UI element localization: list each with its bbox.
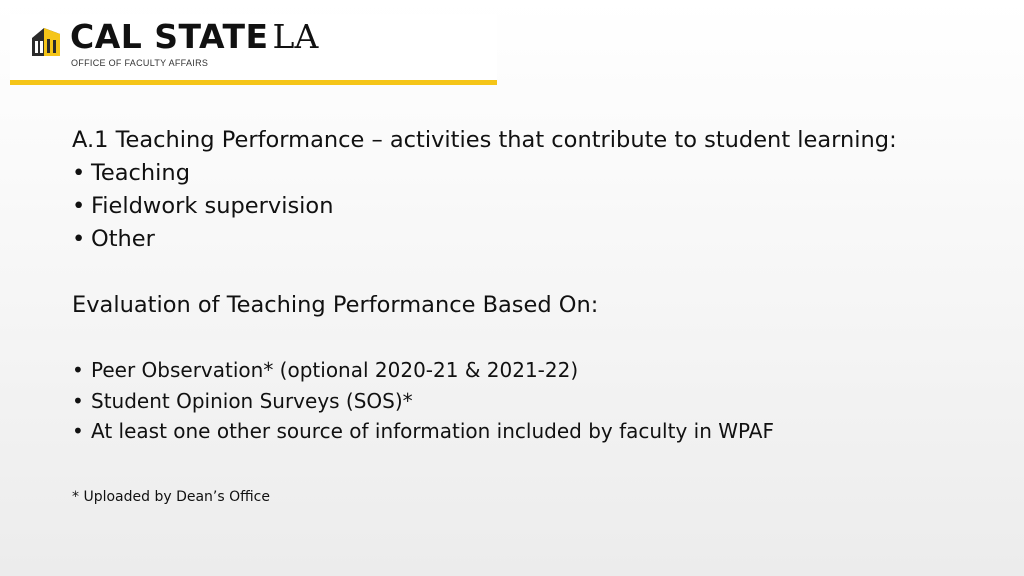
list-item: • Teaching [72, 157, 972, 190]
footnote: * Uploaded by Dean’s Office [72, 488, 270, 505]
bullet-icon: • [72, 193, 86, 219]
brand-subtitle: OFFICE OF FACULTY AFFAIRS [71, 58, 209, 68]
slide-content [72, 124, 972, 507]
brand-title [70, 17, 319, 56]
bullet-icon: • [72, 388, 84, 413]
header-logo [10, 14, 497, 80]
evaluation-title: Evaluation of Teaching Performance Based On: [72, 292, 599, 318]
brand-accent-bar [10, 80, 497, 85]
bullet-icon: • [72, 358, 84, 382]
list-item: • Peer Observation* (optional 2020-21 & 2021-22) [72, 355, 972, 386]
brand-title-serif: LA [272, 17, 319, 56]
building-logo-icon [30, 24, 66, 60]
list-item: • Fieldwork supervision [72, 190, 972, 223]
slide-heading: A.1 Teaching Performance – activities that contribute to student learning: [72, 127, 897, 153]
evaluation-list [72, 355, 972, 447]
bullet-icon: • [72, 226, 86, 252]
list-item: • At least one other source of information included by faculty in WPAF [72, 416, 972, 447]
brand-title-bold: CAL STATE [70, 17, 269, 56]
bullet-icon: • [72, 160, 86, 186]
list-item: • Student Opinion Surveys (SOS)* [72, 386, 972, 417]
bullet-icon: • [72, 419, 84, 443]
activities-list [72, 157, 972, 256]
list-item: • Other [72, 223, 972, 256]
